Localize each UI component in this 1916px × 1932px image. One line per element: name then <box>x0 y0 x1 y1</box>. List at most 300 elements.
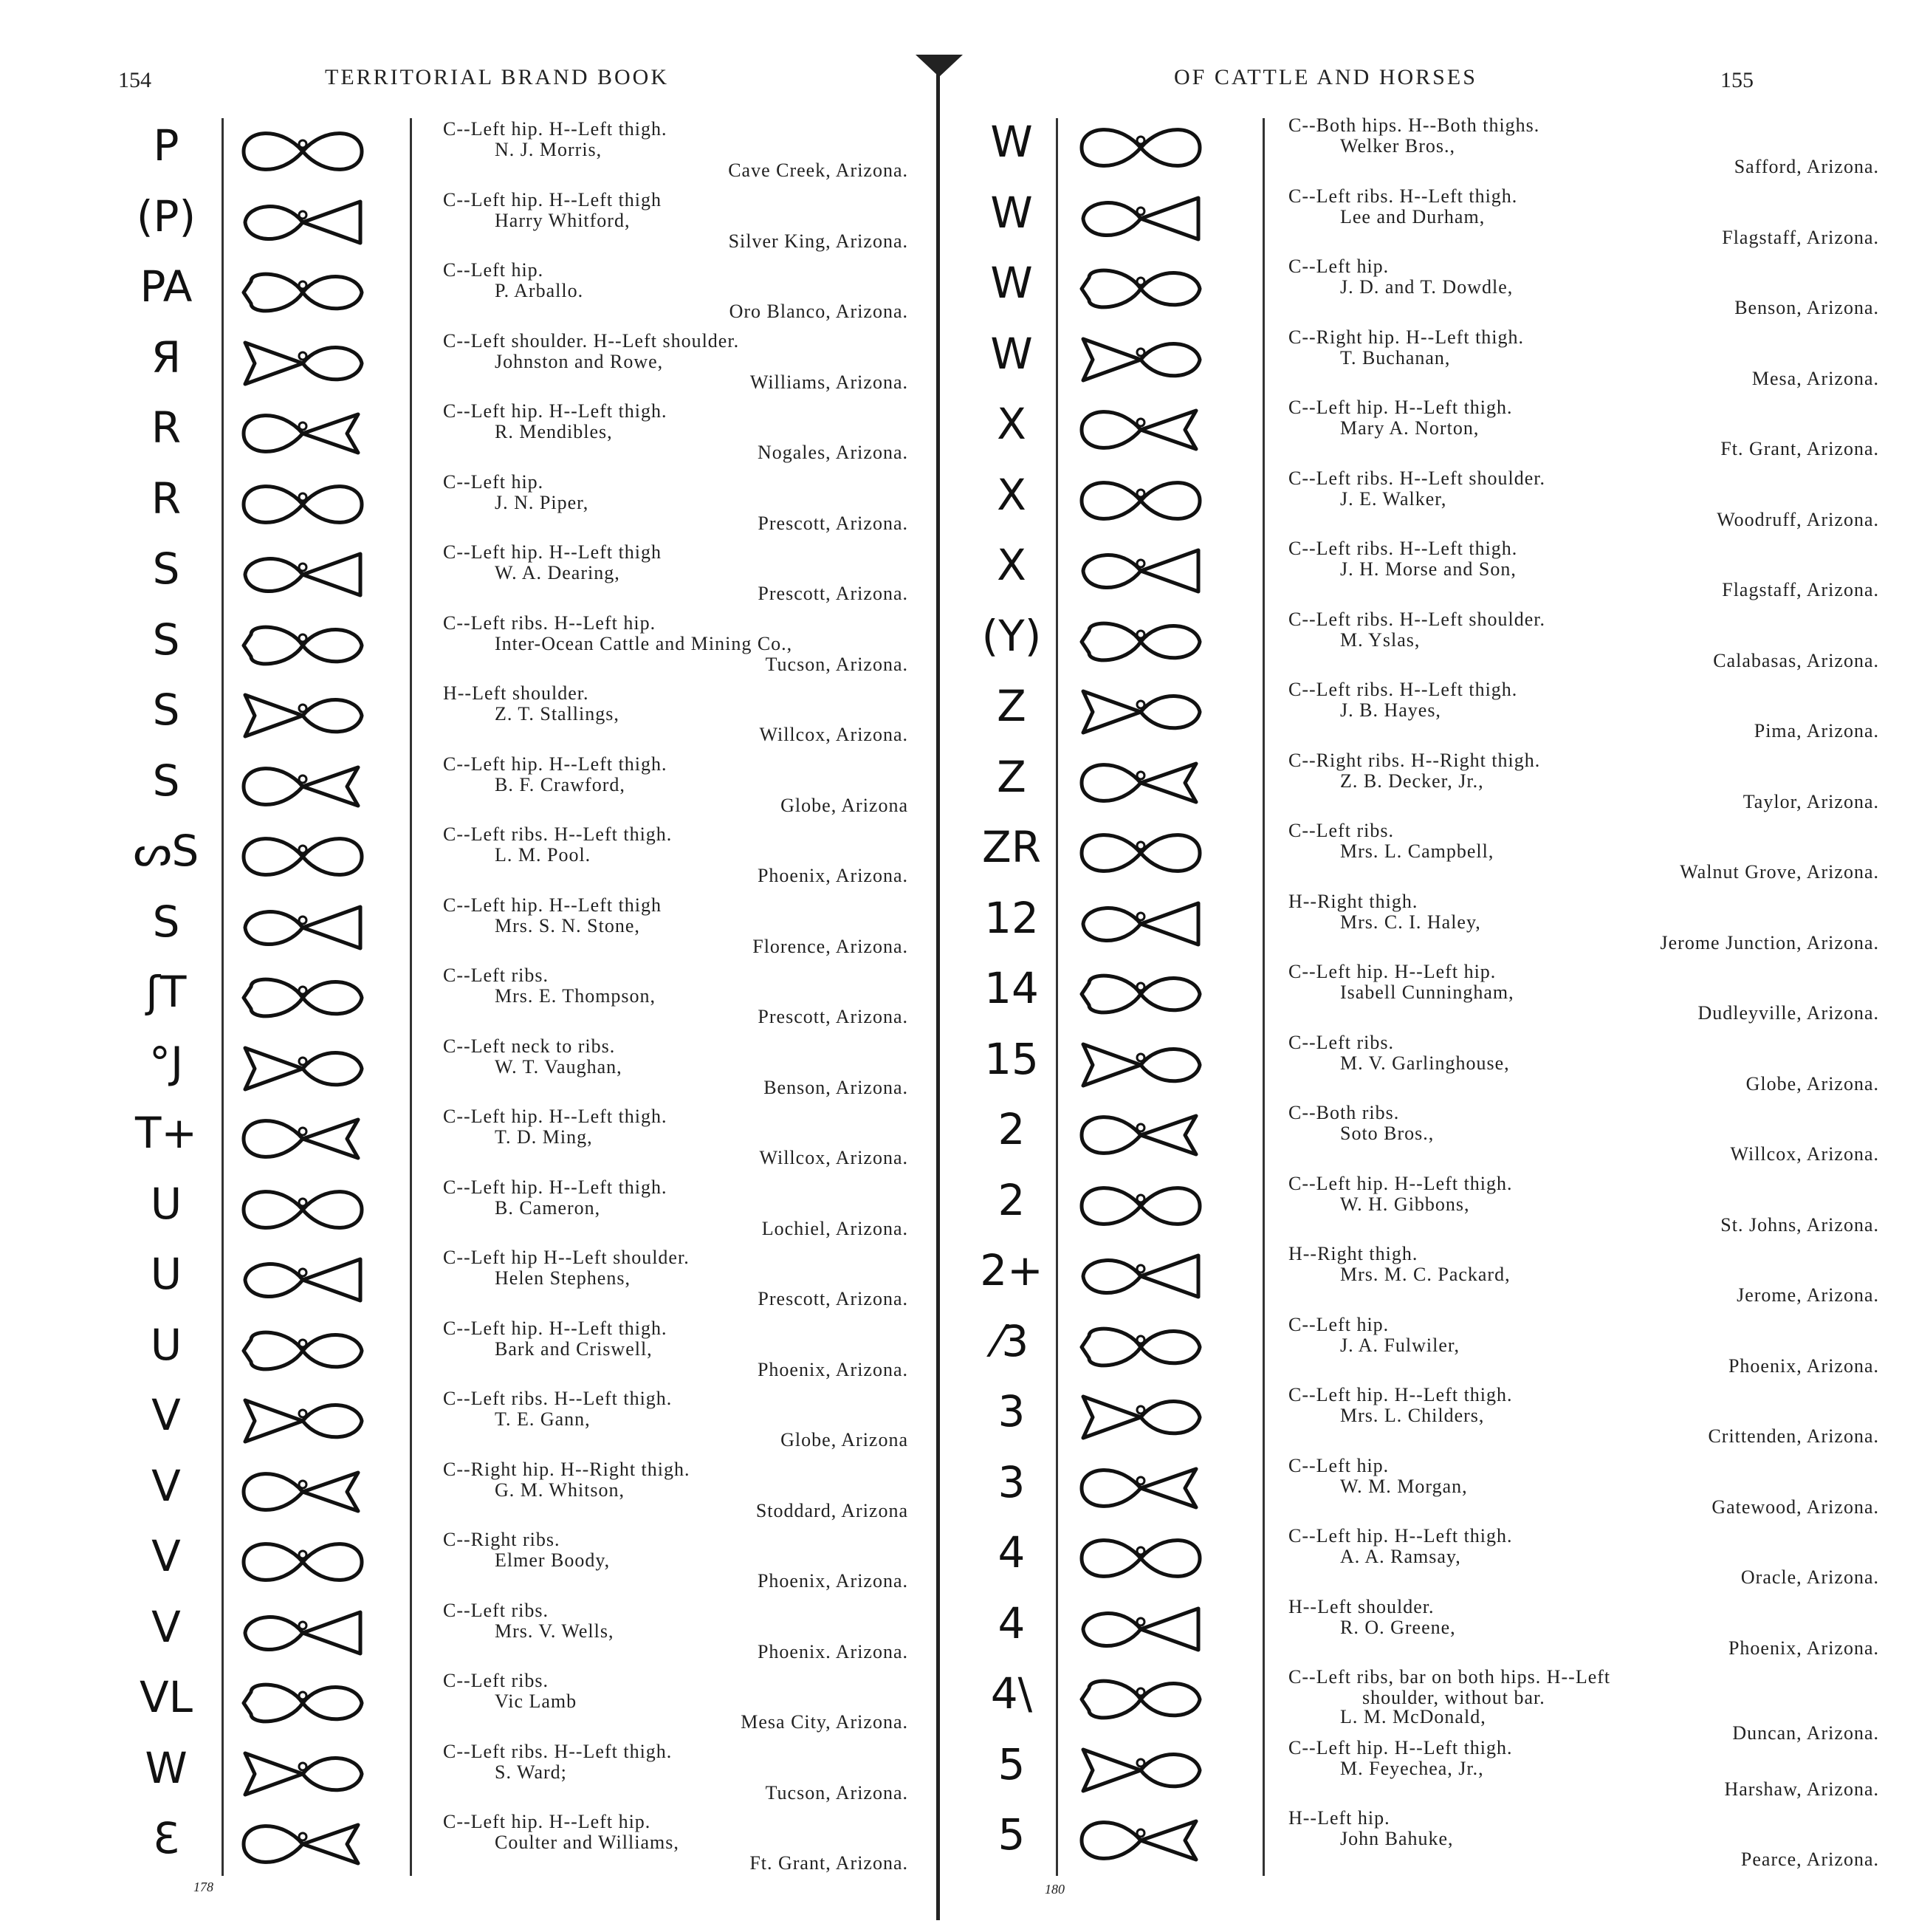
brand-owner: B. Cameron, <box>495 1196 601 1219</box>
brand-entry <box>952 114 1898 188</box>
brand-town: Jerome, Arizona. <box>1737 1284 1879 1306</box>
brand-drawing <box>1067 823 1215 886</box>
brand-mark: V <box>151 1601 181 1652</box>
brand-town: Cave Creek, Arizona. <box>728 160 908 181</box>
brand-entry <box>0 1388 916 1462</box>
brand-entry <box>0 329 916 404</box>
brand-entry-text <box>1288 1456 1879 1522</box>
brand-entry <box>952 1102 1898 1176</box>
brand-mark: V <box>151 1390 181 1440</box>
brand-drawing <box>1067 400 1215 463</box>
brand-town: Flagstaff, Arizona. <box>1722 226 1879 248</box>
brand-owner: Lee and Durham, <box>1340 205 1486 227</box>
brand-drawing <box>229 1321 377 1384</box>
brand-drawing <box>1067 1247 1215 1309</box>
brand-owner: Vic Lamb <box>495 1690 577 1712</box>
brand-entry-text <box>443 1036 908 1103</box>
brand-entry <box>0 1106 916 1179</box>
brand-town: Phoenix, Arizona. <box>1728 1354 1879 1377</box>
right-footer-note: 180 <box>1045 1882 1065 1897</box>
brand-drawing <box>229 757 377 820</box>
brand-location: C--Left hip. <box>1288 1454 1390 1476</box>
brand-drawing <box>229 404 377 467</box>
brand-mark: ZR <box>981 822 1042 872</box>
brand-mark: 3 <box>998 1456 1026 1507</box>
brand-entry <box>952 1736 1898 1811</box>
brand-entry-text <box>443 1741 908 1808</box>
brand-entry-text <box>1288 1315 1879 1381</box>
brand-owner: Mrs. L. Childers, <box>1340 1405 1485 1426</box>
brand-entry-text <box>443 331 908 397</box>
brand-entry-text <box>443 1318 908 1385</box>
brand-owner: John Bahuke, <box>1340 1828 1454 1849</box>
brand-owner: Elmer Boody, <box>495 1549 611 1571</box>
brand-entry-text <box>1288 327 1879 394</box>
brand-entry-text <box>443 1177 908 1244</box>
brand-entry <box>0 753 916 827</box>
brand-drawing <box>229 898 377 961</box>
brand-entry-text <box>443 824 908 891</box>
brand-drawing <box>1067 330 1215 393</box>
brand-location: C--Left hip. H--Left thigh. <box>443 118 667 140</box>
brand-owner: M. V. Garlinghouse, <box>1340 1052 1510 1074</box>
brand-owner: Isabell Cunningham, <box>1340 982 1514 1003</box>
left-footer-note: 178 <box>193 1880 213 1894</box>
brand-town: Willcox, Arizona. <box>759 724 908 745</box>
brand-drawing <box>1067 1741 1215 1803</box>
brand-owner: Coulter and Williams, <box>495 1832 679 1853</box>
brand-town: Stoddard, Arizona <box>755 1499 908 1521</box>
brand-town: Woodruff, Arizona. <box>1717 508 1879 530</box>
brand-location: C--Left neck to ribs. <box>443 1035 616 1057</box>
brand-entry-text <box>443 895 908 962</box>
brand-location: C--Left ribs. H--Left thigh. <box>443 1388 673 1409</box>
brand-mark: 14 <box>984 963 1039 1013</box>
brand-entry <box>952 185 1898 259</box>
brand-entry <box>952 1313 1898 1388</box>
brand-entry <box>952 256 1898 329</box>
brand-town: Harshaw, Arizona. <box>1724 1778 1879 1800</box>
brand-town: Ft. Grant, Arizona. <box>749 1852 908 1874</box>
right-page <box>952 0 1916 1932</box>
brand-entry <box>0 1529 916 1603</box>
brand-entry <box>0 823 916 897</box>
left-page-title: TERRITORIAL BRAND BOOK <box>325 65 670 89</box>
brand-entry-text <box>443 1671 908 1737</box>
brand-entry-text <box>1288 538 1879 605</box>
brand-drawing <box>229 1815 377 1877</box>
brand-mark: ᔕS <box>133 826 199 876</box>
brand-entry-text <box>443 542 908 609</box>
brand-entry-text <box>1288 1597 1879 1663</box>
brand-drawing <box>229 1109 377 1172</box>
brand-drawing <box>1067 1811 1215 1874</box>
brand-location: C--Left ribs. <box>443 1670 549 1691</box>
brand-mark: S <box>152 685 180 735</box>
brand-entry <box>952 538 1898 612</box>
brand-entry-text <box>443 472 908 538</box>
brand-town: Dudleyville, Arizona. <box>1697 1002 1879 1024</box>
brand-location: C--Left ribs. H--Left hip. <box>443 612 656 634</box>
brand-location: C--Left hip. H--Left thigh. <box>443 1317 667 1339</box>
brand-owner: W. A. Dearing, <box>495 562 620 583</box>
brand-town: Flagstaff, Arizona. <box>1722 579 1879 600</box>
brand-entry-text <box>443 613 908 679</box>
brand-location: C--Left ribs. H--Left shoulder. <box>1288 467 1545 489</box>
brand-entry <box>0 1599 916 1674</box>
brand-location: C--Left hip. H--Left thigh. <box>1288 1525 1513 1546</box>
brand-entry <box>952 749 1898 823</box>
brand-entry-text <box>1288 256 1879 323</box>
brand-mark: P <box>153 120 179 171</box>
brand-entry-text <box>1288 397 1879 464</box>
brand-entry-text <box>443 965 908 1032</box>
brand-location: C--Left hip. H--Left thigh. <box>1288 1384 1513 1405</box>
brand-owner: J. E. Walker, <box>1340 487 1447 510</box>
brand-mark: 2 <box>998 1174 1026 1225</box>
brand-mark: V <box>151 1460 181 1511</box>
brand-drawing <box>1067 1670 1215 1733</box>
brand-entry-text <box>443 1812 908 1878</box>
brand-drawing <box>229 1674 377 1736</box>
brand-drawing <box>229 616 377 679</box>
brand-town: Williams, Arizona. <box>749 371 908 393</box>
brand-location: C--Left ribs. H--Left thigh. <box>1288 185 1518 207</box>
brand-mark: U <box>150 1178 182 1229</box>
brand-drawing <box>1067 259 1215 322</box>
brand-mark: 4\ <box>990 1668 1033 1719</box>
brand-mark: T+ <box>134 1108 198 1158</box>
brand-owner: Mrs. E. Thompson, <box>495 985 656 1007</box>
brand-mark: U <box>150 1249 182 1299</box>
brand-entry-text <box>443 1459 908 1526</box>
brand-owner: M. Feyechea, Jr., <box>1340 1757 1484 1779</box>
brand-mark: °J <box>148 1037 184 1088</box>
brand-drawing <box>229 1462 377 1525</box>
brand-mark: 5 <box>998 1739 1026 1789</box>
brand-mark: 2 <box>998 1104 1026 1154</box>
brand-entry <box>0 118 916 192</box>
brand-owner: G. M. Whitson, <box>495 1479 625 1501</box>
brand-entry-text <box>1288 1385 1879 1451</box>
brand-mark: S <box>152 614 180 665</box>
brand-mark: S <box>152 896 180 947</box>
brand-mark: Z <box>997 681 1026 731</box>
brand-location: C--Left hip. <box>1288 1313 1390 1335</box>
brand-entry-text <box>1288 1032 1879 1099</box>
brand-location: C--Left ribs. <box>1288 1031 1394 1053</box>
brand-entry <box>952 961 1898 1035</box>
brand-mark: Z <box>997 751 1026 802</box>
brand-drawing <box>1067 1176 1215 1239</box>
brand-owner: Helen Stephens, <box>495 1267 631 1289</box>
brand-entry <box>0 259 916 333</box>
brand-entry <box>0 682 916 756</box>
brand-town: Oracle, Arizona. <box>1740 1566 1879 1588</box>
brand-mark: S <box>152 755 180 806</box>
brand-owner: W. H. Gibbons, <box>1340 1193 1470 1215</box>
brand-entry-text <box>1288 679 1879 746</box>
brand-town: Nogales, Arizona. <box>757 442 908 463</box>
brand-drawing <box>1067 541 1215 604</box>
brand-town: Pearce, Arizona. <box>1740 1849 1879 1870</box>
brand-owner: P. Arballo. <box>495 280 584 301</box>
brand-entry-text <box>443 401 908 467</box>
brand-location: H--Right thigh. <box>1288 1243 1418 1264</box>
brand-location: H--Right thigh. <box>1288 890 1418 912</box>
brand-town: Prescott, Arizona. <box>758 512 908 534</box>
brand-entry <box>0 894 916 968</box>
brand-drawing <box>229 968 377 1031</box>
brand-location: C--Left hip. H--Left thigh <box>443 188 662 210</box>
brand-drawing <box>1067 1459 1215 1521</box>
brand-entry-text <box>1288 115 1879 182</box>
brand-mark: PA <box>140 261 193 312</box>
brand-location: C--Left ribs. <box>443 1599 549 1621</box>
brand-owner: J. D. and T. Dowdle, <box>1340 276 1514 298</box>
brand-town: Silver King, Arizona. <box>728 230 908 252</box>
brand-mark: X <box>997 469 1026 520</box>
brand-drawing <box>229 193 377 256</box>
brand-owner: Bark and Criswell, <box>495 1337 653 1360</box>
brand-owner: L. M. Pool. <box>495 844 591 866</box>
brand-location: C--Both hips. H--Both thighs. <box>1288 114 1540 136</box>
brand-town: Duncan, Arizona. <box>1732 1722 1879 1744</box>
brand-owner-name: L. M. McDonald, <box>1340 1706 1486 1727</box>
brand-drawing <box>1067 1318 1215 1380</box>
brand-drawing <box>229 334 377 397</box>
brand-owner: W. T. Vaughan, <box>495 1055 622 1078</box>
brand-town: Phoenix, Arizona. <box>757 1570 908 1592</box>
brand-location: C--Left shoulder. H--Left shoulder. <box>443 329 740 352</box>
brand-entry-text <box>443 1388 908 1455</box>
brand-drawing <box>1067 1106 1215 1168</box>
brand-owner: Mary A. Norton, <box>1340 417 1480 439</box>
brand-drawing <box>229 1039 377 1102</box>
brand-mark: V <box>151 1531 181 1581</box>
brand-location: C--Left ribs. H--Left shoulder. <box>1288 608 1545 630</box>
brand-entry <box>0 1670 916 1744</box>
brand-owner: Z. B. Decker, Jr., <box>1340 770 1484 792</box>
brand-location: H--Left hip. <box>1288 1807 1390 1829</box>
brand-entry <box>952 467 1898 541</box>
brand-location: C--Left ribs. H--Left thigh. <box>1288 538 1518 559</box>
left-page <box>0 0 952 1932</box>
brand-drawing <box>229 686 377 749</box>
brand-owner: Mrs. C. I. Haley, <box>1340 911 1481 933</box>
brand-mark: X <box>997 540 1026 590</box>
brand-drawing <box>1067 1600 1215 1662</box>
brand-mark: 2+ <box>980 1245 1043 1295</box>
left-page-number: 154 <box>118 68 151 92</box>
brand-owner: M. Yslas, <box>1340 628 1421 651</box>
brand-entry <box>0 1317 916 1391</box>
brand-entry <box>0 1176 916 1250</box>
brand-owner: S. Ward; <box>495 1761 567 1783</box>
brand-entry-text <box>1288 1244 1879 1310</box>
brand-entry <box>952 679 1898 753</box>
brand-drawing <box>1067 753 1215 816</box>
brand-location: C--Left hip. H--Left thigh. <box>1288 1736 1513 1758</box>
brand-town: Willcox, Arizona. <box>759 1147 908 1168</box>
brand-entry-text <box>1288 1666 1879 1744</box>
brand-entry-text <box>443 754 908 821</box>
brand-entry-text <box>1288 1738 1879 1804</box>
brand-owner: Johnston and Rowe, <box>495 350 664 372</box>
brand-location: C--Left hip. H--Left thigh <box>443 541 662 563</box>
brand-entry <box>952 1525 1898 1599</box>
brand-owner: N. J. Morris, <box>495 139 602 160</box>
brand-drawing <box>1067 189 1215 252</box>
brand-entry <box>952 1384 1898 1458</box>
brand-location: C--Left hip. H--Left hip. <box>1288 961 1497 982</box>
brand-entry-text <box>1288 1808 1879 1874</box>
brand-entry-text <box>443 1247 908 1314</box>
brand-mark: X <box>997 399 1026 449</box>
brand-location: C--Left hip. H--Left thigh <box>443 894 662 916</box>
brand-mark: W <box>990 328 1033 379</box>
brand-town: Crittenden, Arizona. <box>1708 1425 1879 1447</box>
brand-mark: R <box>151 473 182 524</box>
brand-mark: Я <box>151 332 182 383</box>
brand-town: Globe, Arizona. <box>1745 1072 1879 1095</box>
brand-entry <box>0 1740 916 1815</box>
brand-town: Phoenix, Arizona. <box>757 1358 908 1380</box>
brand-drawing <box>1067 682 1215 745</box>
brand-town: Benson, Arizona. <box>1734 297 1879 318</box>
brand-drawing <box>1067 965 1215 1027</box>
brand-entry <box>952 1595 1898 1670</box>
brand-entry-text <box>443 1106 908 1173</box>
brand-entry <box>0 965 916 1038</box>
brand-entry-text <box>443 1600 908 1667</box>
brand-location: C--Left hip. H--Left thigh. <box>443 1176 667 1198</box>
brand-drawing <box>1067 612 1215 675</box>
brand-drawing <box>229 263 377 326</box>
brand-town: Willcox, Arizona. <box>1730 1143 1879 1165</box>
brand-owner: Soto Bros., <box>1340 1123 1435 1144</box>
brand-drawing <box>229 122 377 185</box>
brand-drawing <box>229 545 377 608</box>
right-page-title: OF CATTLE AND HORSES <box>1174 65 1477 89</box>
brand-entry <box>0 612 916 686</box>
brand-owner: Welker Bros., <box>1340 135 1456 157</box>
brand-mark: 5 <box>998 1809 1026 1860</box>
brand-town: Taylor, Arizona. <box>1742 790 1879 812</box>
brand-mark: ʃT <box>145 967 187 1017</box>
brand-location: C--Left ribs, bar on both hips. H--Left <box>1288 1666 1611 1688</box>
brand-location: C--Left hip. H--Left thigh. <box>443 400 667 422</box>
brand-town: Phoenix, Arizona. <box>757 865 908 886</box>
brand-entry <box>952 326 1898 400</box>
brand-location: C--Left ribs. H--Left thigh. <box>443 823 673 845</box>
brand-owner: T. Buchanan, <box>1340 346 1451 369</box>
brand-mark: W <box>990 187 1033 238</box>
brand-town: Florence, Arizona. <box>752 935 908 957</box>
brand-mark: U <box>150 1319 182 1370</box>
brand-drawing <box>229 1250 377 1313</box>
brand-mark: (P) <box>136 191 196 242</box>
brand-owner: J. N. Piper, <box>495 491 589 513</box>
brand-entry <box>952 820 1898 894</box>
brand-location: C--Left ribs. H--Left thigh. <box>443 1740 673 1762</box>
brand-drawing <box>229 1532 377 1595</box>
brand-location: C--Left hip. <box>443 470 544 493</box>
brand-entry <box>0 400 916 474</box>
brand-location: C--Right hip. H--Left thigh. <box>1288 326 1525 348</box>
brand-entry <box>952 1666 1898 1744</box>
brand-entry-text <box>443 1530 908 1596</box>
brand-entry-text <box>443 190 908 256</box>
brand-town: Oro Blanco, Arizona. <box>729 301 908 322</box>
brand-mark: VL <box>140 1672 193 1722</box>
brand-owner: Mrs. V. Wells, <box>495 1620 614 1642</box>
brand-location: C--Left hip. H--Left thigh. <box>1288 397 1513 418</box>
brand-location: C--Left hip. H--Left thigh. <box>443 1106 667 1127</box>
brand-owner: J. B. Hayes, <box>1340 699 1441 721</box>
brand-mark: ⁄3 <box>994 1315 1029 1366</box>
brand-owner: Inter-Ocean Cattle and Mining Co., <box>495 632 793 654</box>
brand-owner: B. F. Crawford, <box>495 773 625 795</box>
brand-town: Globe, Arizona <box>780 1429 908 1450</box>
brand-entry <box>952 1454 1898 1529</box>
brand-entry-text <box>1288 1526 1879 1592</box>
brand-location: C--Left hip. H--Left thigh. <box>1288 1172 1513 1194</box>
brand-entry <box>952 1243 1898 1317</box>
brand-town: Tucson, Arizona. <box>765 653 908 675</box>
brand-town: Globe, Arizona <box>780 794 908 816</box>
brand-entry <box>0 1247 916 1320</box>
brand-owner: T. D. Ming, <box>495 1126 593 1148</box>
brand-town: Mesa, Arizona. <box>1751 367 1879 389</box>
brand-entry <box>952 1807 1898 1881</box>
brand-location: C--Left hip H--Left shoulder. <box>443 1247 690 1268</box>
brand-entry <box>952 1172 1898 1247</box>
brand-town: Benson, Arizona. <box>763 1076 908 1098</box>
brand-drawing <box>1067 1035 1215 1098</box>
brand-owner: W. M. Morgan, <box>1340 1475 1468 1497</box>
brand-drawing <box>229 475 377 538</box>
brand-owner: Harry Whitford, <box>495 209 631 231</box>
brand-town: Tucson, Arizona. <box>765 1781 908 1803</box>
brand-mark: S <box>152 544 180 594</box>
brand-entry-text <box>1288 821 1879 887</box>
brand-entry-text <box>443 119 908 185</box>
brand-owner: Mrs. S. N. Stone, <box>495 914 640 936</box>
brand-mark: W <box>990 117 1033 167</box>
brand-entry <box>952 608 1898 682</box>
brand-drawing <box>1067 471 1215 534</box>
brand-entry-text <box>1288 1174 1879 1240</box>
brand-owner: R. O. Greene, <box>1340 1616 1456 1638</box>
brand-owner: R. Mendibles, <box>495 421 613 442</box>
brand-location: C--Right ribs. H--Right thigh. <box>1288 749 1541 771</box>
brand-owner: J. A. Fulwiler, <box>1340 1334 1460 1356</box>
brand-town: Prescott, Arizona. <box>758 583 908 604</box>
brand-mark: W <box>990 258 1033 308</box>
brand-owner: Mrs. M. C. Packard, <box>1340 1264 1511 1285</box>
brand-owner: shoulder, without bar. <box>1362 1687 1545 1708</box>
brand-location: C--Left ribs. H--Left thigh. <box>1288 679 1518 700</box>
brand-entry <box>0 470 916 545</box>
brand-entry <box>952 1031 1898 1106</box>
brand-mark: (Y) <box>981 610 1042 661</box>
brand-drawing <box>1067 118 1215 181</box>
brand-mark: 3 <box>998 1386 1026 1436</box>
brand-drawing <box>229 1744 377 1807</box>
brand-town: Gatewood, Arizona. <box>1711 1496 1879 1518</box>
brand-town: Ft. Grant, Arizona. <box>1720 438 1879 459</box>
